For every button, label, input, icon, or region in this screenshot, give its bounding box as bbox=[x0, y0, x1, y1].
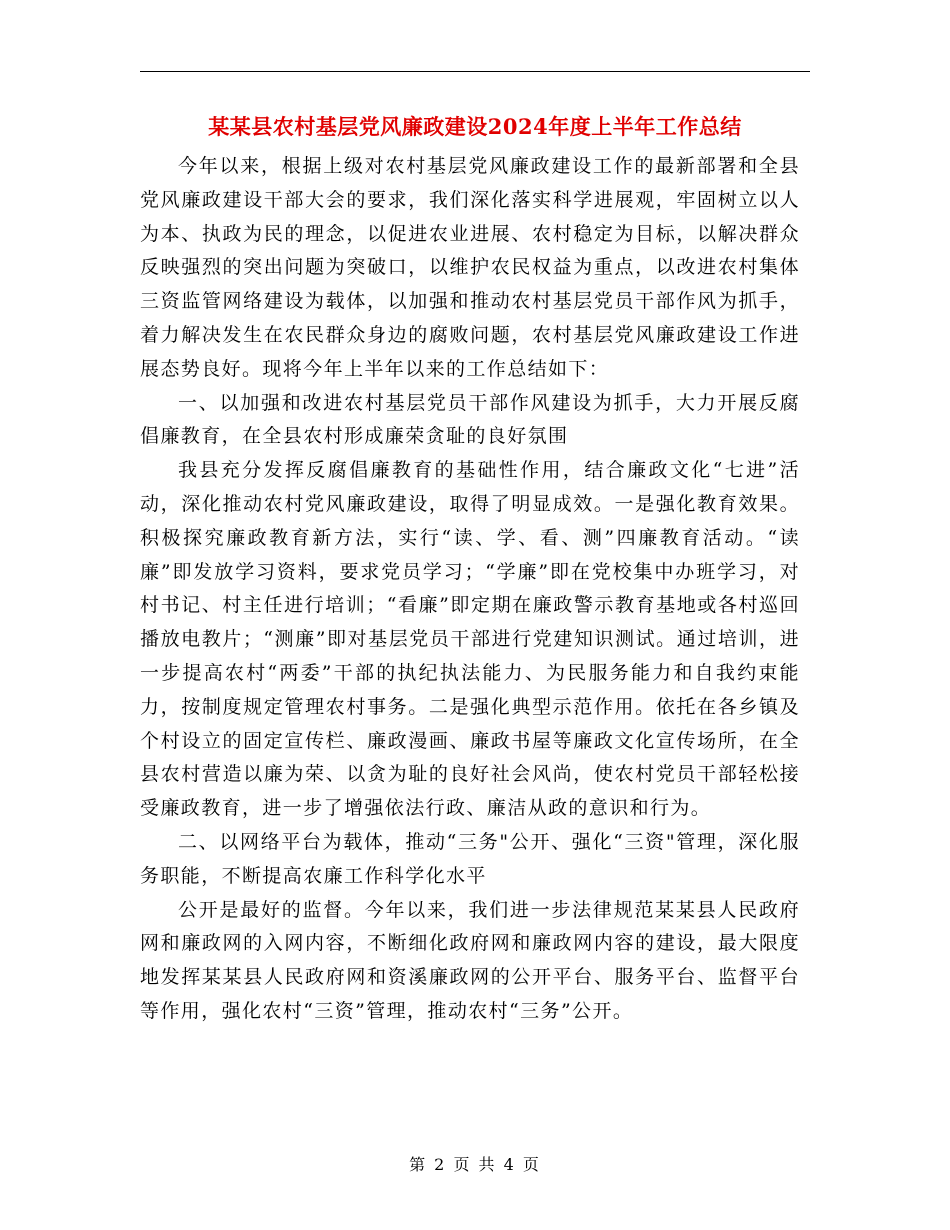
document-body bbox=[140, 150, 800, 1029]
section-1-paragraph: 我县充分发挥反腐倡廉教育的基础性作用，结合廉政文化“七进”活动，深化推动农村党风廉政建设，取得了明显成效。一是强化教育效果。积极探究廉政教育新方法，实行“读、学、看、测”四廉教育活动。“读廉”即发放学习资料，要求党员学习；“学廉”即在党校集中办班学习，对村书记、村主任进行培训；“看廉”即定期在廉政警示教育基地或各村巡回播放电教片；“测廉”即对基层党员干部进行党建知识测试。通过培训，进一步提高农村“两委”干部的执纪执法能力、为民服务能力和自我约束能力，按制度规定管理农村事务。二是强化典型示范作用。依托在各乡镇及个村设立的固定宣传栏、廉政漫画、廉政书屋等廉政文化宣传场所，在全县农村营造以廉为荣、以贪为耻的良好社会风尚，使农村党员干部轻松接受廉政教育，进一步了增强依法行政、廉洁从政的意识和行为。 bbox=[140, 459, 800, 820]
header-rule bbox=[140, 71, 810, 72]
intro-paragraph: 今年以来，根据上级对农村基层党风廉政建设工作的最新部署和全县党风廉政建设干部大会的要求，我们深化落实科学进展观，牢固树立以人为本、执政为民的理念，以促进农业进展、农村稳定为目标，以解决群众反映强烈的突出问题为突破口，以维护农民权益为重点，以改进农村集体三资监管网络建设为载体，以加强和推动农村基层党员干部作风为抓手，着力解决发生在农民群众身边的腐败问题，农村基层党风廉政建设工作进展态势良好。现将今年上半年以来的工作总结如下： bbox=[140, 155, 800, 380]
section-2-heading: 二、以网络平台为载体，推动“三务"公开、强化“三资"管理，深化服务职能，不断提高农廉工作科学化水平 bbox=[140, 830, 800, 887]
page-number-footer: 第 2 页 共 4 页 bbox=[409, 1155, 541, 1174]
document-title: 某某县农村基层党风廉政建设2024年度上半年工作总结 bbox=[208, 114, 742, 139]
section-2-paragraph: 公开是最好的监督。今年以来，我们进一步法律规范某某县人民政府网和廉政网的入网内容，不断细化政府网和廉政网内容的建设，最大限度地发挥某某县人民政府网和资溪廉政网的公开平台、服务平台、监督平台等作用，强化农村“三资”管理，推动农村“三务”公开。 bbox=[140, 898, 800, 1022]
section-1-heading: 一、以加强和改进农村基层党员干部作风建设为抓手，大力开展反腐倡廉教育，在全县农村形成廉荣贪耻的良好氛围 bbox=[140, 391, 800, 448]
